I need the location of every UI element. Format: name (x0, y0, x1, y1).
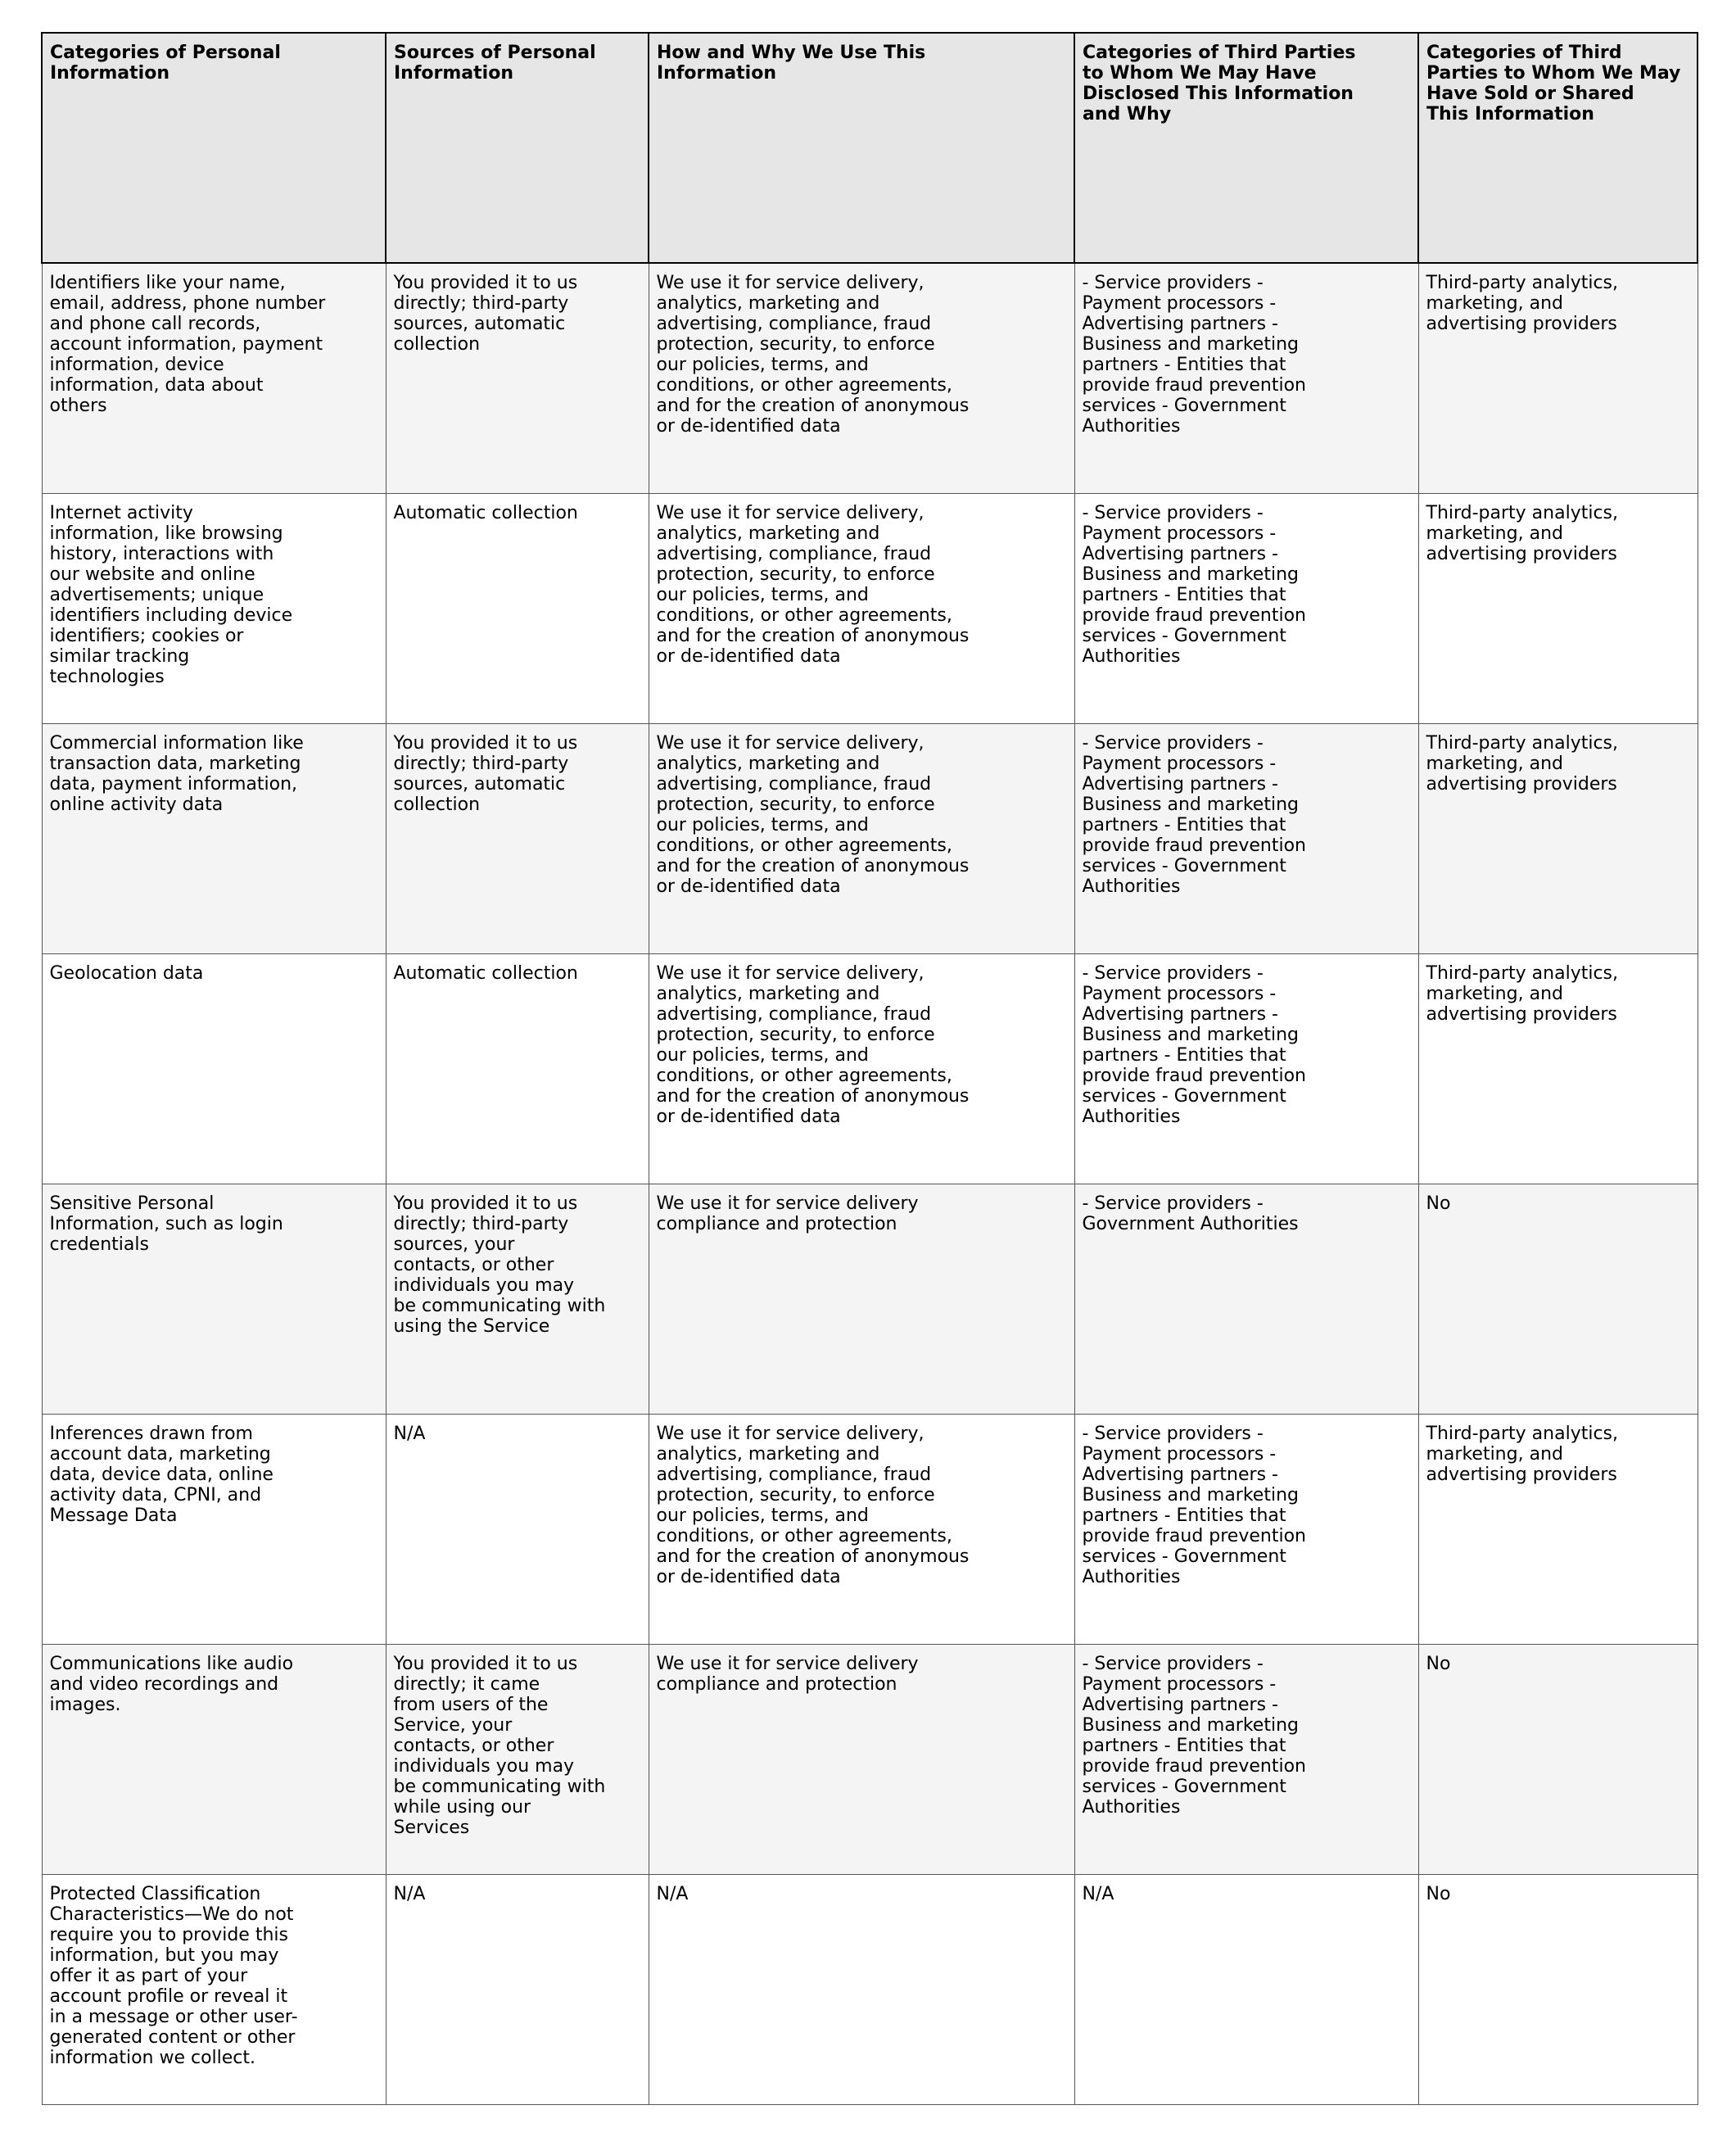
cell-sold-shared: Third-party analytics, marketing, and advertising providers (1418, 1414, 1698, 1644)
table-row (42, 1414, 1698, 1644)
cell-use: We use it for service delivery, analytics, marketing and advertising, compliance, fraud protection, security, to enforce our policies, terms, and conditions, or other agreements, and for the creation of anonymous or de-identified data (649, 493, 1074, 723)
cell-disclosed: - Service providers - Payment processors - Advertising partners - Business and marketing partners - Entities that provide fraud prevention services - Government Authorities (1074, 953, 1418, 1184)
header-how-and-why-we-use: How and Why We Use This Information (649, 33, 1074, 263)
cell-disclosed: - Service providers - Government Authorities (1074, 1184, 1418, 1414)
cell-use: We use it for service delivery compliance and protection (649, 1184, 1074, 1414)
cell-category: Communications like audio and video recordings and images. (42, 1644, 386, 1874)
table-row (42, 263, 1698, 493)
header-third-parties-sold-or-shared: Categories of Third Parties to Whom We May Have Sold or Shared This Information (1418, 33, 1698, 263)
cell-category: Identifiers like your name, email, address, phone number and phone call records, account information, payment information, device information, data about others (42, 263, 386, 493)
cell-use: We use it for service delivery compliance and protection (649, 1644, 1074, 1874)
cell-use: We use it for service delivery, analytics, marketing and advertising, compliance, fraud protection, security, to enforce our policies, terms, and conditions, or other agreements, and for the creation of anonymous or de-identified data (649, 1414, 1074, 1644)
header-row (42, 33, 1698, 263)
cell-category: Sensitive Personal Information, such as login credentials (42, 1184, 386, 1414)
table-row (42, 493, 1698, 723)
cell-sources: Automatic collection (386, 953, 649, 1184)
cell-sources: You provided it to us directly; third-party sources, your contacts, or other individuals you may be communicating with using the Service (386, 1184, 649, 1414)
cell-sources: N/A (386, 1874, 649, 2104)
cell-sold-shared: No (1418, 1184, 1698, 1414)
cell-category: Protected Classification Characteristics—We do not require you to provide this information, but you may offer it as part of your account profile or reveal it in a message or other user- generated content or other information we collect. (42, 1874, 386, 2104)
privacy-disclosure-table-container (41, 32, 1697, 2105)
cell-sold-shared: Third-party analytics, marketing, and advertising providers (1418, 953, 1698, 1184)
cell-disclosed: - Service providers - Payment processors - Advertising partners - Business and marketing partners - Entities that provide fraud prevention services - Government Authorities (1074, 263, 1418, 493)
cell-use: N/A (649, 1874, 1074, 2104)
cell-sold-shared: Third-party analytics, marketing, and advertising providers (1418, 263, 1698, 493)
cell-use: We use it for service delivery, analytics, marketing and advertising, compliance, fraud protection, security, to enforce our policies, terms, and conditions, or other agreements, and for the creation of anonymous or de-identified data (649, 723, 1074, 953)
cell-sources: N/A (386, 1414, 649, 1644)
cell-disclosed: - Service providers - Payment processors - Advertising partners - Business and marketing partners - Entities that provide fraud prevention services - Government Authorities (1074, 723, 1418, 953)
cell-category: Geolocation data (42, 953, 386, 1184)
cell-use: We use it for service delivery, analytics, marketing and advertising, compliance, fraud protection, security, to enforce our policies, terms, and conditions, or other agreements, and for the creation of anonymous or de-identified data (649, 263, 1074, 493)
cell-sources: You provided it to us directly; third-party sources, automatic collection (386, 263, 649, 493)
cell-disclosed: - Service providers - Payment processors - Advertising partners - Business and marketing partners - Entities that provide fraud prevention services - Government Authorities (1074, 1644, 1418, 1874)
table-row (42, 953, 1698, 1184)
privacy-disclosure-table (41, 32, 1698, 2105)
cell-category: Internet activity information, like browsing history, interactions with our website and online advertisements; unique identifiers including device identifiers; cookies or similar tracking technologies (42, 493, 386, 723)
cell-sold-shared: Third-party analytics, marketing, and advertising providers (1418, 493, 1698, 723)
cell-sold-shared: Third-party analytics, marketing, and advertising providers (1418, 723, 1698, 953)
cell-sold-shared: No (1418, 1874, 1698, 2104)
cell-sold-shared: No (1418, 1644, 1698, 1874)
table-row (42, 1184, 1698, 1414)
header-third-parties-disclosed: Categories of Third Parties to Whom We May Have Disclosed This Information and Why (1074, 33, 1418, 263)
cell-sources: Automatic collection (386, 493, 649, 723)
cell-use: We use it for service delivery, analytics, marketing and advertising, compliance, fraud protection, security, to enforce our policies, terms, and conditions, or other agreements, and for the creation of anonymous or de-identified data (649, 953, 1074, 1184)
cell-sources: You provided it to us directly; third-party sources, automatic collection (386, 723, 649, 953)
cell-category: Commercial information like transaction data, marketing data, payment information, online activity data (42, 723, 386, 953)
table-row (42, 723, 1698, 953)
cell-disclosed: - Service providers - Payment processors - Advertising partners - Business and marketing partners - Entities that provide fraud prevention services - Government Authorities (1074, 493, 1418, 723)
table-body (42, 263, 1698, 2104)
header-sources-of-personal-information: Sources of Personal Information (386, 33, 649, 263)
header-categories-of-personal-information: Categories of Personal Information (42, 33, 386, 263)
table-header (42, 33, 1698, 263)
cell-category: Inferences drawn from account data, marketing data, device data, online activity data, CPNI, and Message Data (42, 1414, 386, 1644)
table-row (42, 1644, 1698, 1874)
table-row (42, 1874, 1698, 2104)
cell-disclosed: - Service providers - Payment processors - Advertising partners - Business and marketing partners - Entities that provide fraud prevention services - Government Authorities (1074, 1414, 1418, 1644)
cell-disclosed: N/A (1074, 1874, 1418, 2104)
cell-sources: You provided it to us directly; it came from users of the Service, your contacts, or other individuals you may be communicating with while using our Services (386, 1644, 649, 1874)
